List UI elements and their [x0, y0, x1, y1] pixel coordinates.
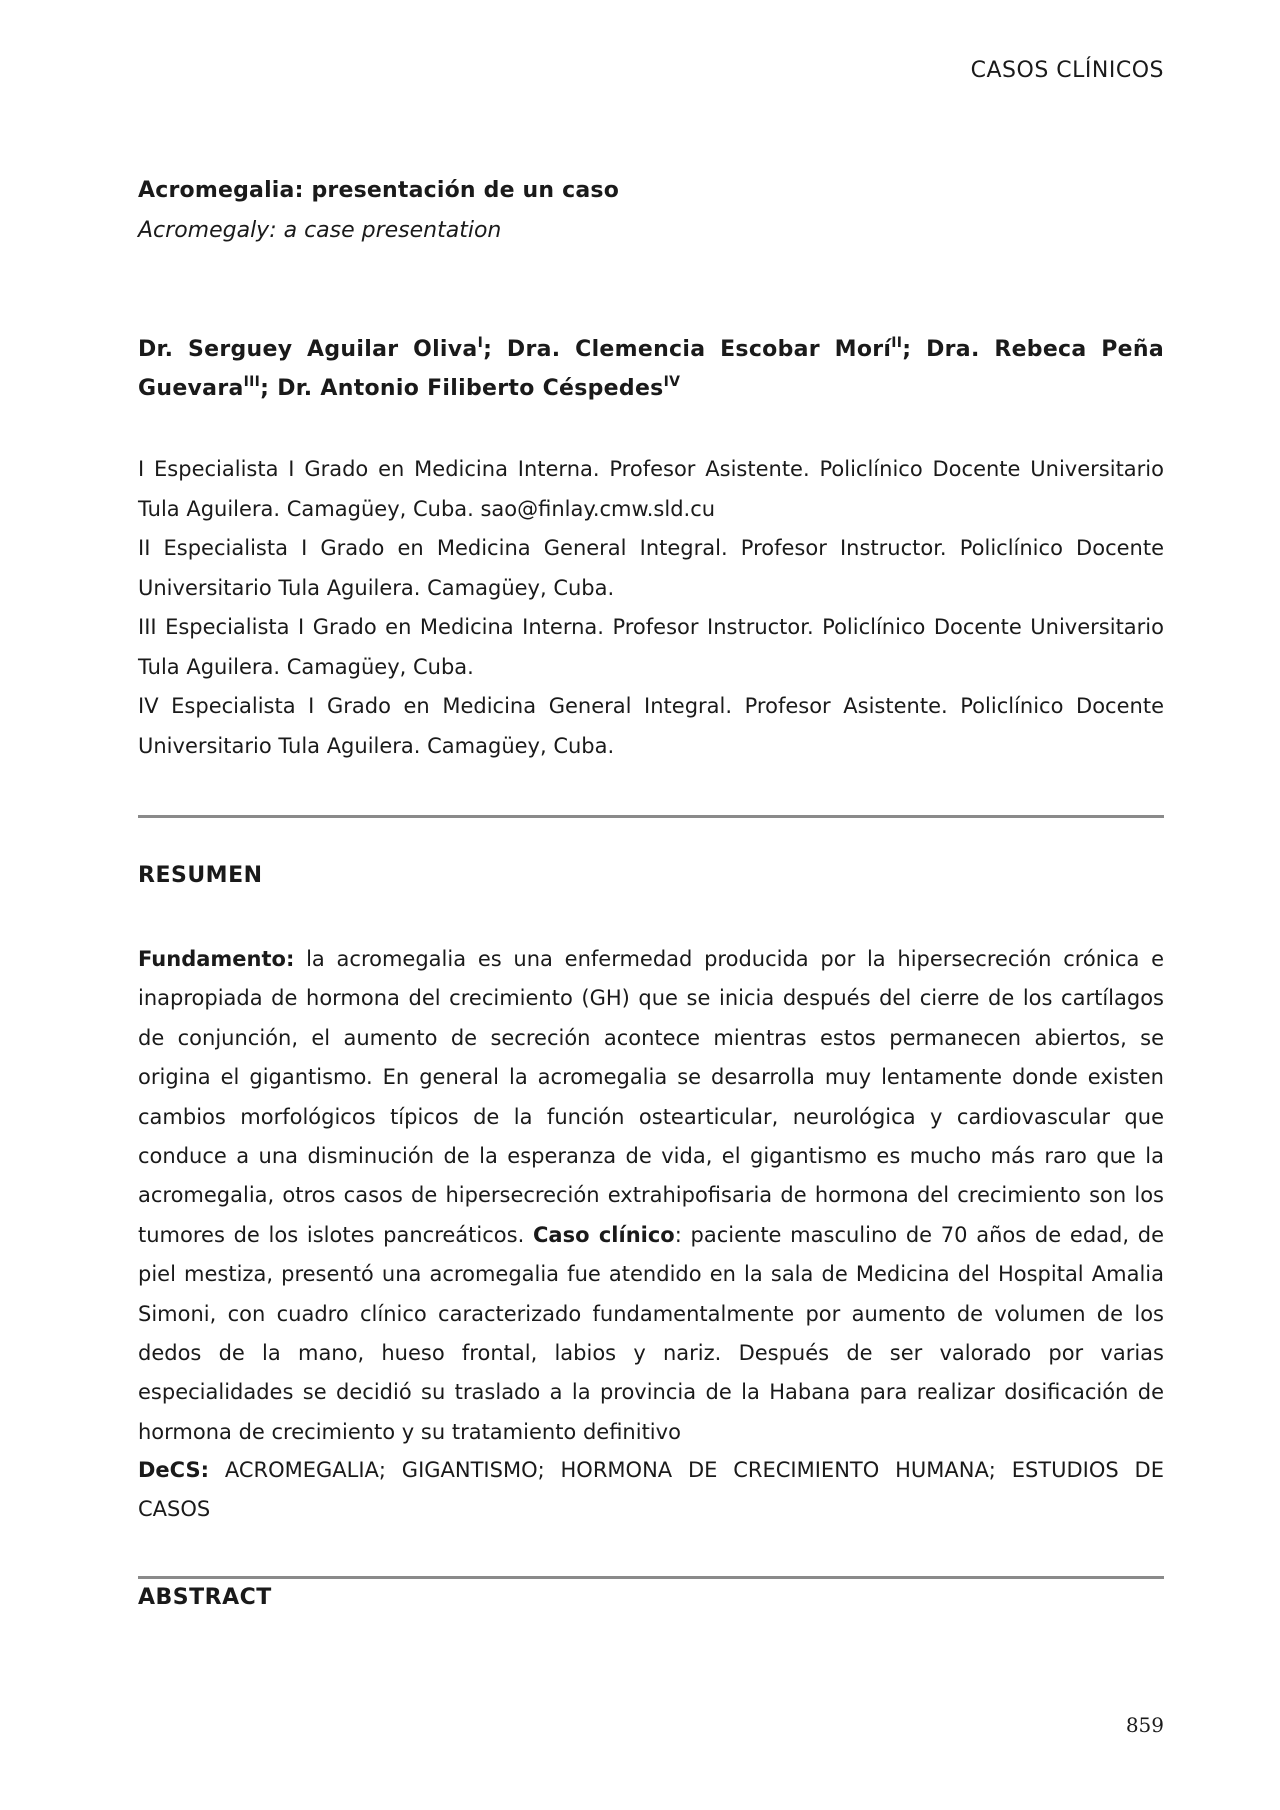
- section-divider: [138, 1576, 1164, 1579]
- decs-label: DeCS:: [138, 1458, 209, 1482]
- author-list: Dr. Serguey Aguilar Oliva$^I$; Dra. Clemencia Escobar Morí$^{II}$; Dra. Rebeca Peña Guevara$^{III}$; Dr. Antonio Filiberto Céspedes$^{IV}$: [138, 335, 1165, 401]
- article-subtitle: Acromegaly: a case presentation: [138, 218, 502, 243]
- decs-text: ACROMEGALIA; GIGANTISMO; HORMONA DE CRECIMIENTO HUMANA; ESTUDIOS DE CASOS: [138, 1458, 1164, 1522]
- author-affiliation-marker: II: [891, 335, 903, 351]
- caso-clinico-label: Caso clínico: [532, 1222, 675, 1247]
- fundamento-text: la acromegalia es una enfermedad producida por la hipersecreción crónica e inapropiada de hormona del crecimiento (GH) que se inicia después del cierre de los cartílagos de conjunción, el aumento de secreción acontece mientras estos permanecen abiertos, se origina el gigantismo. En general la acromegalia se desarrolla muy lentamente donde existen cambios morfológicos típicos de la función ostearticular, neurológica y cardiovascular que conduce a una disminución de la esperanza de vida, el gigantismo es mucho más raro que la acromegalia, otros casos de hipersecreción extrahipofisaria de hormona del crecimiento son los tumores de los islotes pancreáticos.: [138, 947, 1164, 1247]
- author-name: Dr. Antonio Filiberto Céspedes: [277, 376, 664, 401]
- abstract-heading: ABSTRACT: [138, 1585, 272, 1610]
- author-affiliation-marker: I: [477, 335, 484, 351]
- resumen-heading: RESUMEN: [138, 863, 263, 888]
- affiliation-item: II Especialista I Grado en Medicina General Integral. Profesor Instructor. Policlínico Docente Universitario Tula Aguilera. Camagüey, Cuba.: [138, 536, 1164, 600]
- fundamento-label: Fundamento:: [138, 947, 295, 971]
- page-number: 859: [1125, 1713, 1164, 1737]
- article-title: Acromegalia: presentación de un caso: [138, 178, 620, 203]
- author-name: Dra. Rebeca Peña Guevara: [138, 337, 1165, 401]
- caso-clinico-text: : paciente masculino de 70 años de edad, de piel mestiza, presentó una acromegalia fue atendido en la sala de Medicina del Hospital Amalia Simoni, con cuadro clínico caracterizado fundamentalmente por aumento de volumen de los dedos de la mano, hueso frontal, labios y nariz. Después de ser valorado por varias especialidades se decidió su traslado a la provincia de la Habana para realizar dosificación de hormona de crecimiento y su tratamiento definitivo: [138, 1222, 1164, 1444]
- section-divider: [138, 815, 1164, 818]
- decs-keywords: [138, 1451, 1164, 1530]
- affiliation-list: [138, 450, 1164, 766]
- journal-page: [138, 0, 1164, 1810]
- author-name: Dr. Serguey Aguilar Oliva: [138, 337, 478, 362]
- author-affiliation-marker: IV: [663, 374, 681, 390]
- author-name: Dra. Clemencia Escobar Morí: [506, 337, 892, 362]
- author-affiliation-marker: III: [243, 374, 261, 390]
- resumen-body: [138, 940, 1164, 1452]
- section-label: CASOS CLÍNICOS: [970, 58, 1164, 83]
- affiliation-item: III Especialista I Grado en Medicina Interna. Profesor Instructor. Policlínico Docente Universitario Tula Aguilera. Camagüey, Cuba.: [138, 615, 1164, 679]
- affiliation-item: IV Especialista I Grado en Medicina General Integral. Profesor Asistente. Policlínico Docente Universitario Tula Aguilera. Camagüey, Cuba.: [138, 694, 1164, 758]
- affiliation-item: I Especialista I Grado en Medicina Interna. Profesor Asistente. Policlínico Docente Universitario Tula Aguilera. Camagüey, Cuba. sao@finlay.cmw.sld.cu: [138, 457, 1164, 521]
